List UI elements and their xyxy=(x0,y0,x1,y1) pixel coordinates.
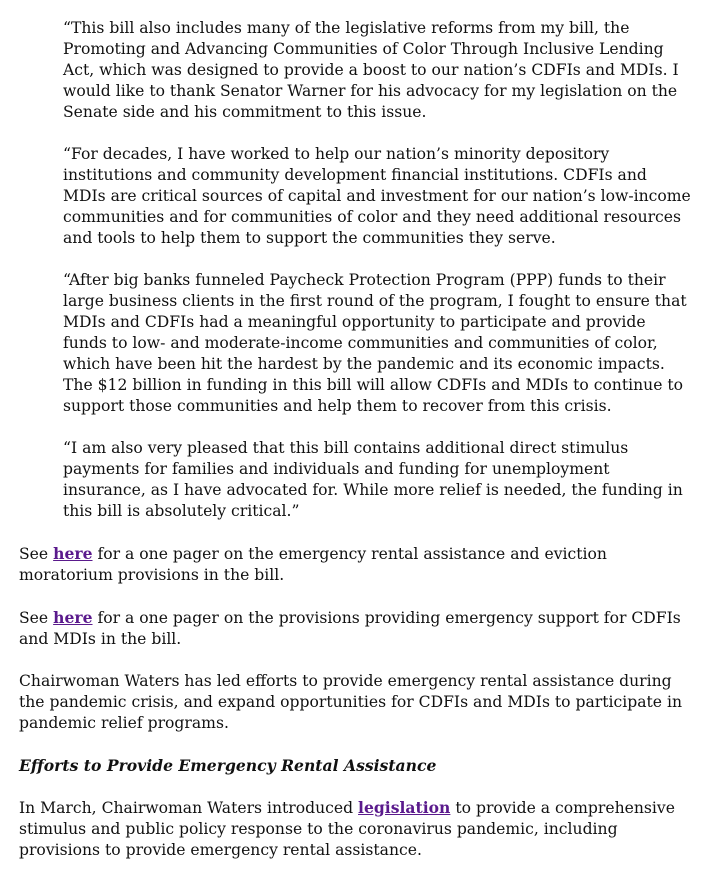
march-text: to provide a comprehensive stimulus and public policy response to the coronavirus pandemic, including provisions to provide emergency rental assistance. xyxy=(19,799,675,859)
march-legislation-paragraph xyxy=(19,797,694,861)
press-release-body xyxy=(19,18,694,882)
quote-paragraph-4: “I am also very pleased that this bill contains additional direct stimulus payments for families and individuals and funding for unemployment insurance, as I have advocated for. While more relief is needed, the funding in this bill is absolutely critical.” xyxy=(63,439,683,520)
summary-paragraph: Chairwoman Waters has led efforts to provide emergency rental assistance during the pandemic crisis, and expand opportunities for CDFIs and MDIs to participate in pandemic relief programs. xyxy=(19,672,683,732)
see-prefix: See xyxy=(19,545,54,563)
cdfi-one-pager-link[interactable]: here xyxy=(53,608,93,627)
rental-one-pager-paragraph xyxy=(19,543,694,586)
rental-one-pager-text: for a one pager on the emergency rental assistance and eviction moratorium provisions in the bill. xyxy=(19,545,607,584)
legislation-link[interactable]: legislation xyxy=(358,798,451,817)
section-heading: Efforts to Provide Emergency Rental Assistance xyxy=(19,756,437,775)
rental-one-pager-link[interactable]: here xyxy=(53,544,93,563)
quote-paragraph-2: “For decades, I have worked to help our nation’s minority depository institutions and community development financial institutions. CDFIs and MDIs are critical sources of capital and investment for our nation’s low-income communities and for communities of color and they need additional resources and tools to help them to support the communities they serve. xyxy=(63,145,691,247)
cdfi-one-pager-text: for a one pager on the provisions providing emergency support for CDFIs and MDIs in the bill. xyxy=(19,609,681,648)
march-prefix: In March, Chairwoman Waters introduced xyxy=(19,799,359,817)
quote-paragraph-3: “After big banks funneled Paycheck Protection Program (PPP) funds to their large business clients in the first round of the program, I fought to ensure that MDIs and CDFIs had a meaningful opportunity to participate and provide funds to low- and moderate-income communities and communities of color, which have been hit the hardest by the pandemic and its economic impacts. The $12 billion in funding in this bill will allow CDFIs and MDIs to continue to support those communities and help them to recover from this crisis. xyxy=(63,271,687,415)
cdfi-one-pager-paragraph xyxy=(19,607,694,650)
quote-paragraph-1: “This bill also includes many of the legislative reforms from my bill, the Promoting and Advancing Communities of Color Through Inclusive Lending Act, which was designed to provide a boost to our nation’s CDFIs and MDIs. I would like to thank Senator Warner for his advocacy for my legislation on the Senate side and his commitment to this issue. xyxy=(63,19,679,121)
see-prefix: See xyxy=(19,609,54,627)
